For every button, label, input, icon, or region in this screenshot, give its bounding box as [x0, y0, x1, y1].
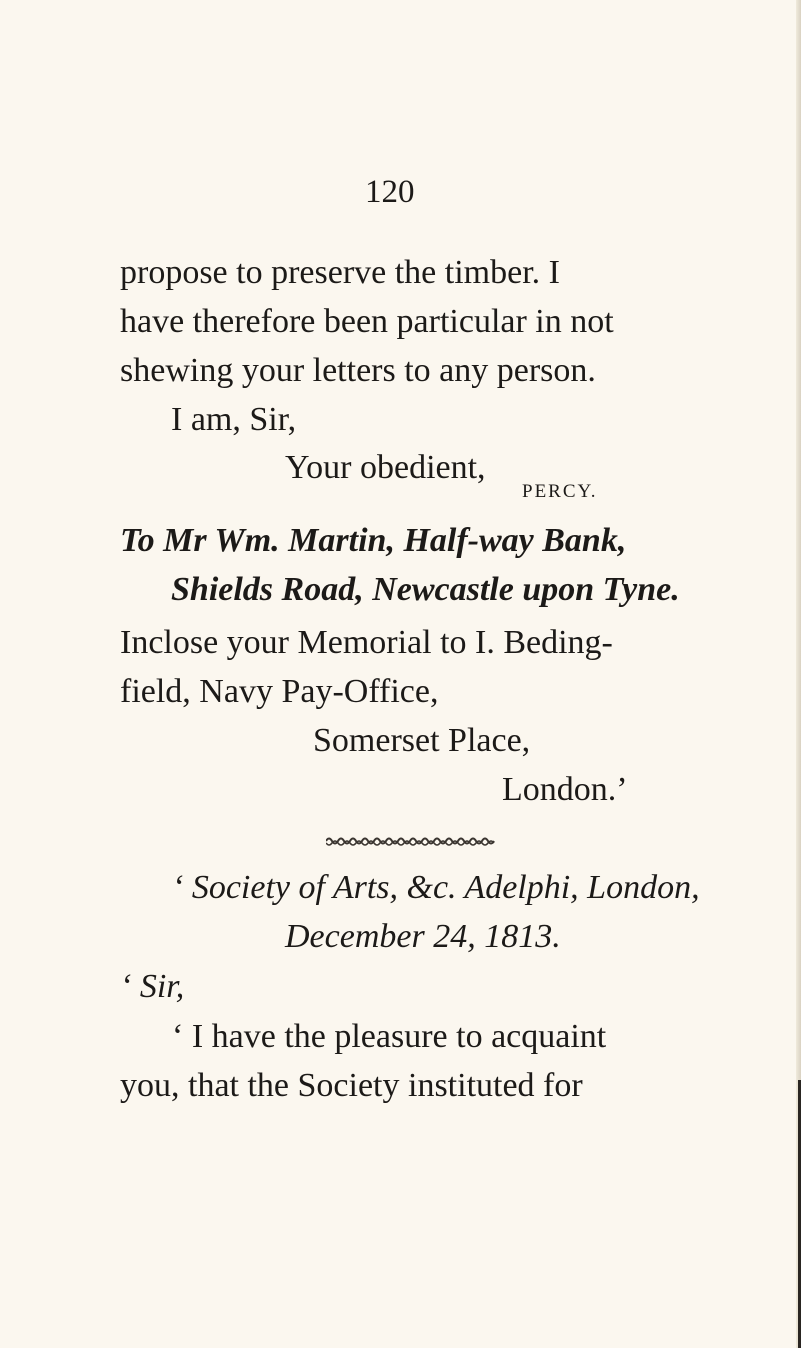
enclosure-line-4: London.’	[502, 771, 628, 808]
text-line-1: propose to preserve the timber. I	[120, 254, 560, 291]
text-line-3: shewing your letters to any person.	[120, 352, 596, 389]
address-line-2: Shields Road, Newcastle upon Tyne.	[171, 571, 680, 608]
enclosure-line-3: Somerset Place,	[313, 722, 531, 759]
text-line-2: have therefore been particular in not	[120, 303, 614, 340]
letter2-date-line: December 24, 1813.	[285, 918, 561, 955]
address-line-1: To Mr Wm. Martin, Half-way Bank,	[120, 522, 627, 559]
decorative-rule-ornament	[326, 834, 496, 848]
valediction-line: Your obedient,	[285, 449, 486, 486]
page-number: 120	[365, 174, 415, 210]
enclosure-line-2: field, Navy Pay-Office,	[120, 673, 439, 710]
enclosure-line-1: Inclose your Memorial to I. Beding-	[120, 624, 613, 661]
letter2-body-line-2: you, that the Society instituted for	[120, 1067, 583, 1104]
closing-line: I am, Sir,	[171, 401, 297, 438]
letter2-body-line-1: ‘ I have the pleasure to acquaint	[172, 1018, 607, 1055]
letter2-place-line: ‘ Society of Arts, &c. Adelphi, London,	[172, 869, 700, 906]
letter2-salutation: ‘ Sir,	[120, 968, 185, 1005]
signature: PERCY.	[522, 481, 598, 502]
